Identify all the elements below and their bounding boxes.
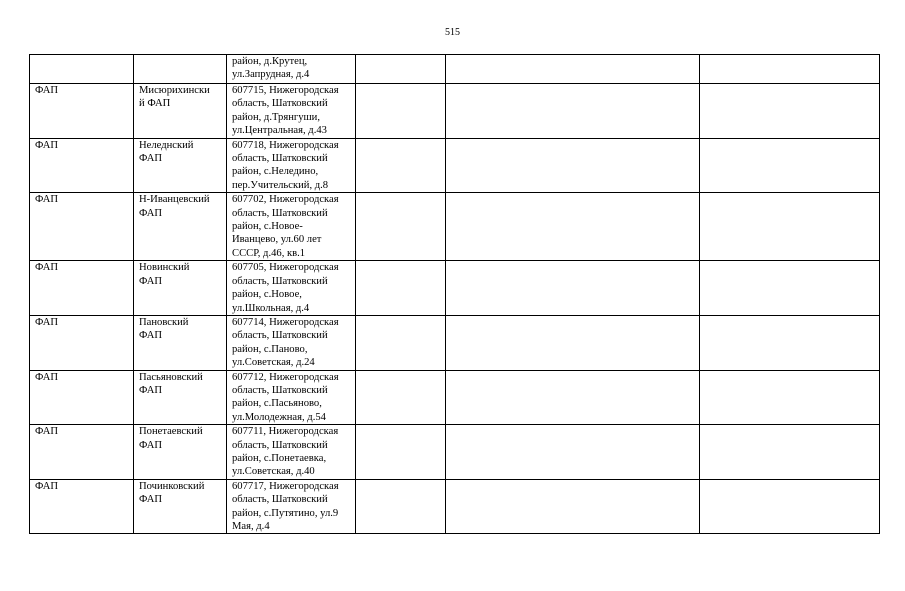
cell-type: ФАП — [30, 370, 134, 425]
cell-col5 — [446, 261, 700, 316]
cell-col6 — [700, 55, 880, 84]
cell-col6 — [700, 138, 880, 193]
cell-name: Пасьяновский ФАП — [134, 370, 227, 425]
cell-type: ФАП — [30, 479, 134, 534]
cell-col4 — [356, 479, 446, 534]
cell-col5 — [446, 84, 700, 139]
cell-col4 — [356, 84, 446, 139]
cell-type — [30, 55, 134, 84]
table-row — [30, 479, 880, 534]
cell-address: 607702, Нижегородская область, Шатковский район, с.Новое- Иванцево, ул.60 лет СССР, д.46, кв.1 — [227, 193, 356, 261]
cell-col6 — [700, 315, 880, 370]
cell-col5 — [446, 55, 700, 84]
cell-address: 607718, Нижегородская область, Шатковский район, с.Неледино, пер.Учительский, д.8 — [227, 138, 356, 193]
cell-address: 607717, Нижегородская область, Шатковский район, с.Путятино, ул.9 Мая, д.4 — [227, 479, 356, 534]
table-row — [30, 425, 880, 480]
cell-col5 — [446, 193, 700, 261]
cell-col5 — [446, 370, 700, 425]
cell-col6 — [700, 479, 880, 534]
cell-col5 — [446, 425, 700, 480]
cell-col6 — [700, 425, 880, 480]
cell-address: 607705, Нижегородская область, Шатковский район, с.Новое, ул.Школьная, д.4 — [227, 261, 356, 316]
cell-col4 — [356, 315, 446, 370]
cell-type: ФАП — [30, 315, 134, 370]
cell-address: район, д.Крутец, ул.Запрудная, д.4 — [227, 55, 356, 84]
cell-address: 607715, Нижегородская область, Шатковский район, д.Трянгуши, ул.Центральная, д.43 — [227, 84, 356, 139]
table-row — [30, 193, 880, 261]
cell-col4 — [356, 425, 446, 480]
cell-col6 — [700, 193, 880, 261]
cell-type: ФАП — [30, 193, 134, 261]
cell-col6 — [700, 261, 880, 316]
cell-address: 607712, Нижегородская область, Шатковский район, с.Пасьяново, ул.Молодежная, д.54 — [227, 370, 356, 425]
cell-name: Починковский ФАП — [134, 479, 227, 534]
cell-type: ФАП — [30, 84, 134, 139]
cell-name: Н-Иванцевский ФАП — [134, 193, 227, 261]
table-row — [30, 315, 880, 370]
page-number: 515 — [445, 27, 460, 38]
table-row — [30, 370, 880, 425]
facility-table — [29, 54, 880, 534]
cell-address: 607714, Нижегородская область, Шатковский район, с.Паново, ул.Советская, д.24 — [227, 315, 356, 370]
cell-col4 — [356, 193, 446, 261]
cell-name: Мисюрихински й ФАП — [134, 84, 227, 139]
cell-col4 — [356, 261, 446, 316]
table-row — [30, 138, 880, 193]
cell-col6 — [700, 370, 880, 425]
cell-name: Новинский ФАП — [134, 261, 227, 316]
cell-col4 — [356, 55, 446, 84]
cell-address: 607711, Нижегородская область, Шатковский район, с.Понетаевка, ул.Советская, д.40 — [227, 425, 356, 480]
cell-type: ФАП — [30, 425, 134, 480]
cell-name: Неледнский ФАП — [134, 138, 227, 193]
cell-name: Пановский ФАП — [134, 315, 227, 370]
cell-col4 — [356, 138, 446, 193]
cell-col5 — [446, 479, 700, 534]
cell-type: ФАП — [30, 138, 134, 193]
cell-col6 — [700, 84, 880, 139]
table-row — [30, 261, 880, 316]
cell-col5 — [446, 315, 700, 370]
cell-name — [134, 55, 227, 84]
cell-col4 — [356, 370, 446, 425]
table-row — [30, 55, 880, 84]
table-row — [30, 84, 880, 139]
cell-name: Понетаевский ФАП — [134, 425, 227, 480]
cell-col5 — [446, 138, 700, 193]
cell-type: ФАП — [30, 261, 134, 316]
